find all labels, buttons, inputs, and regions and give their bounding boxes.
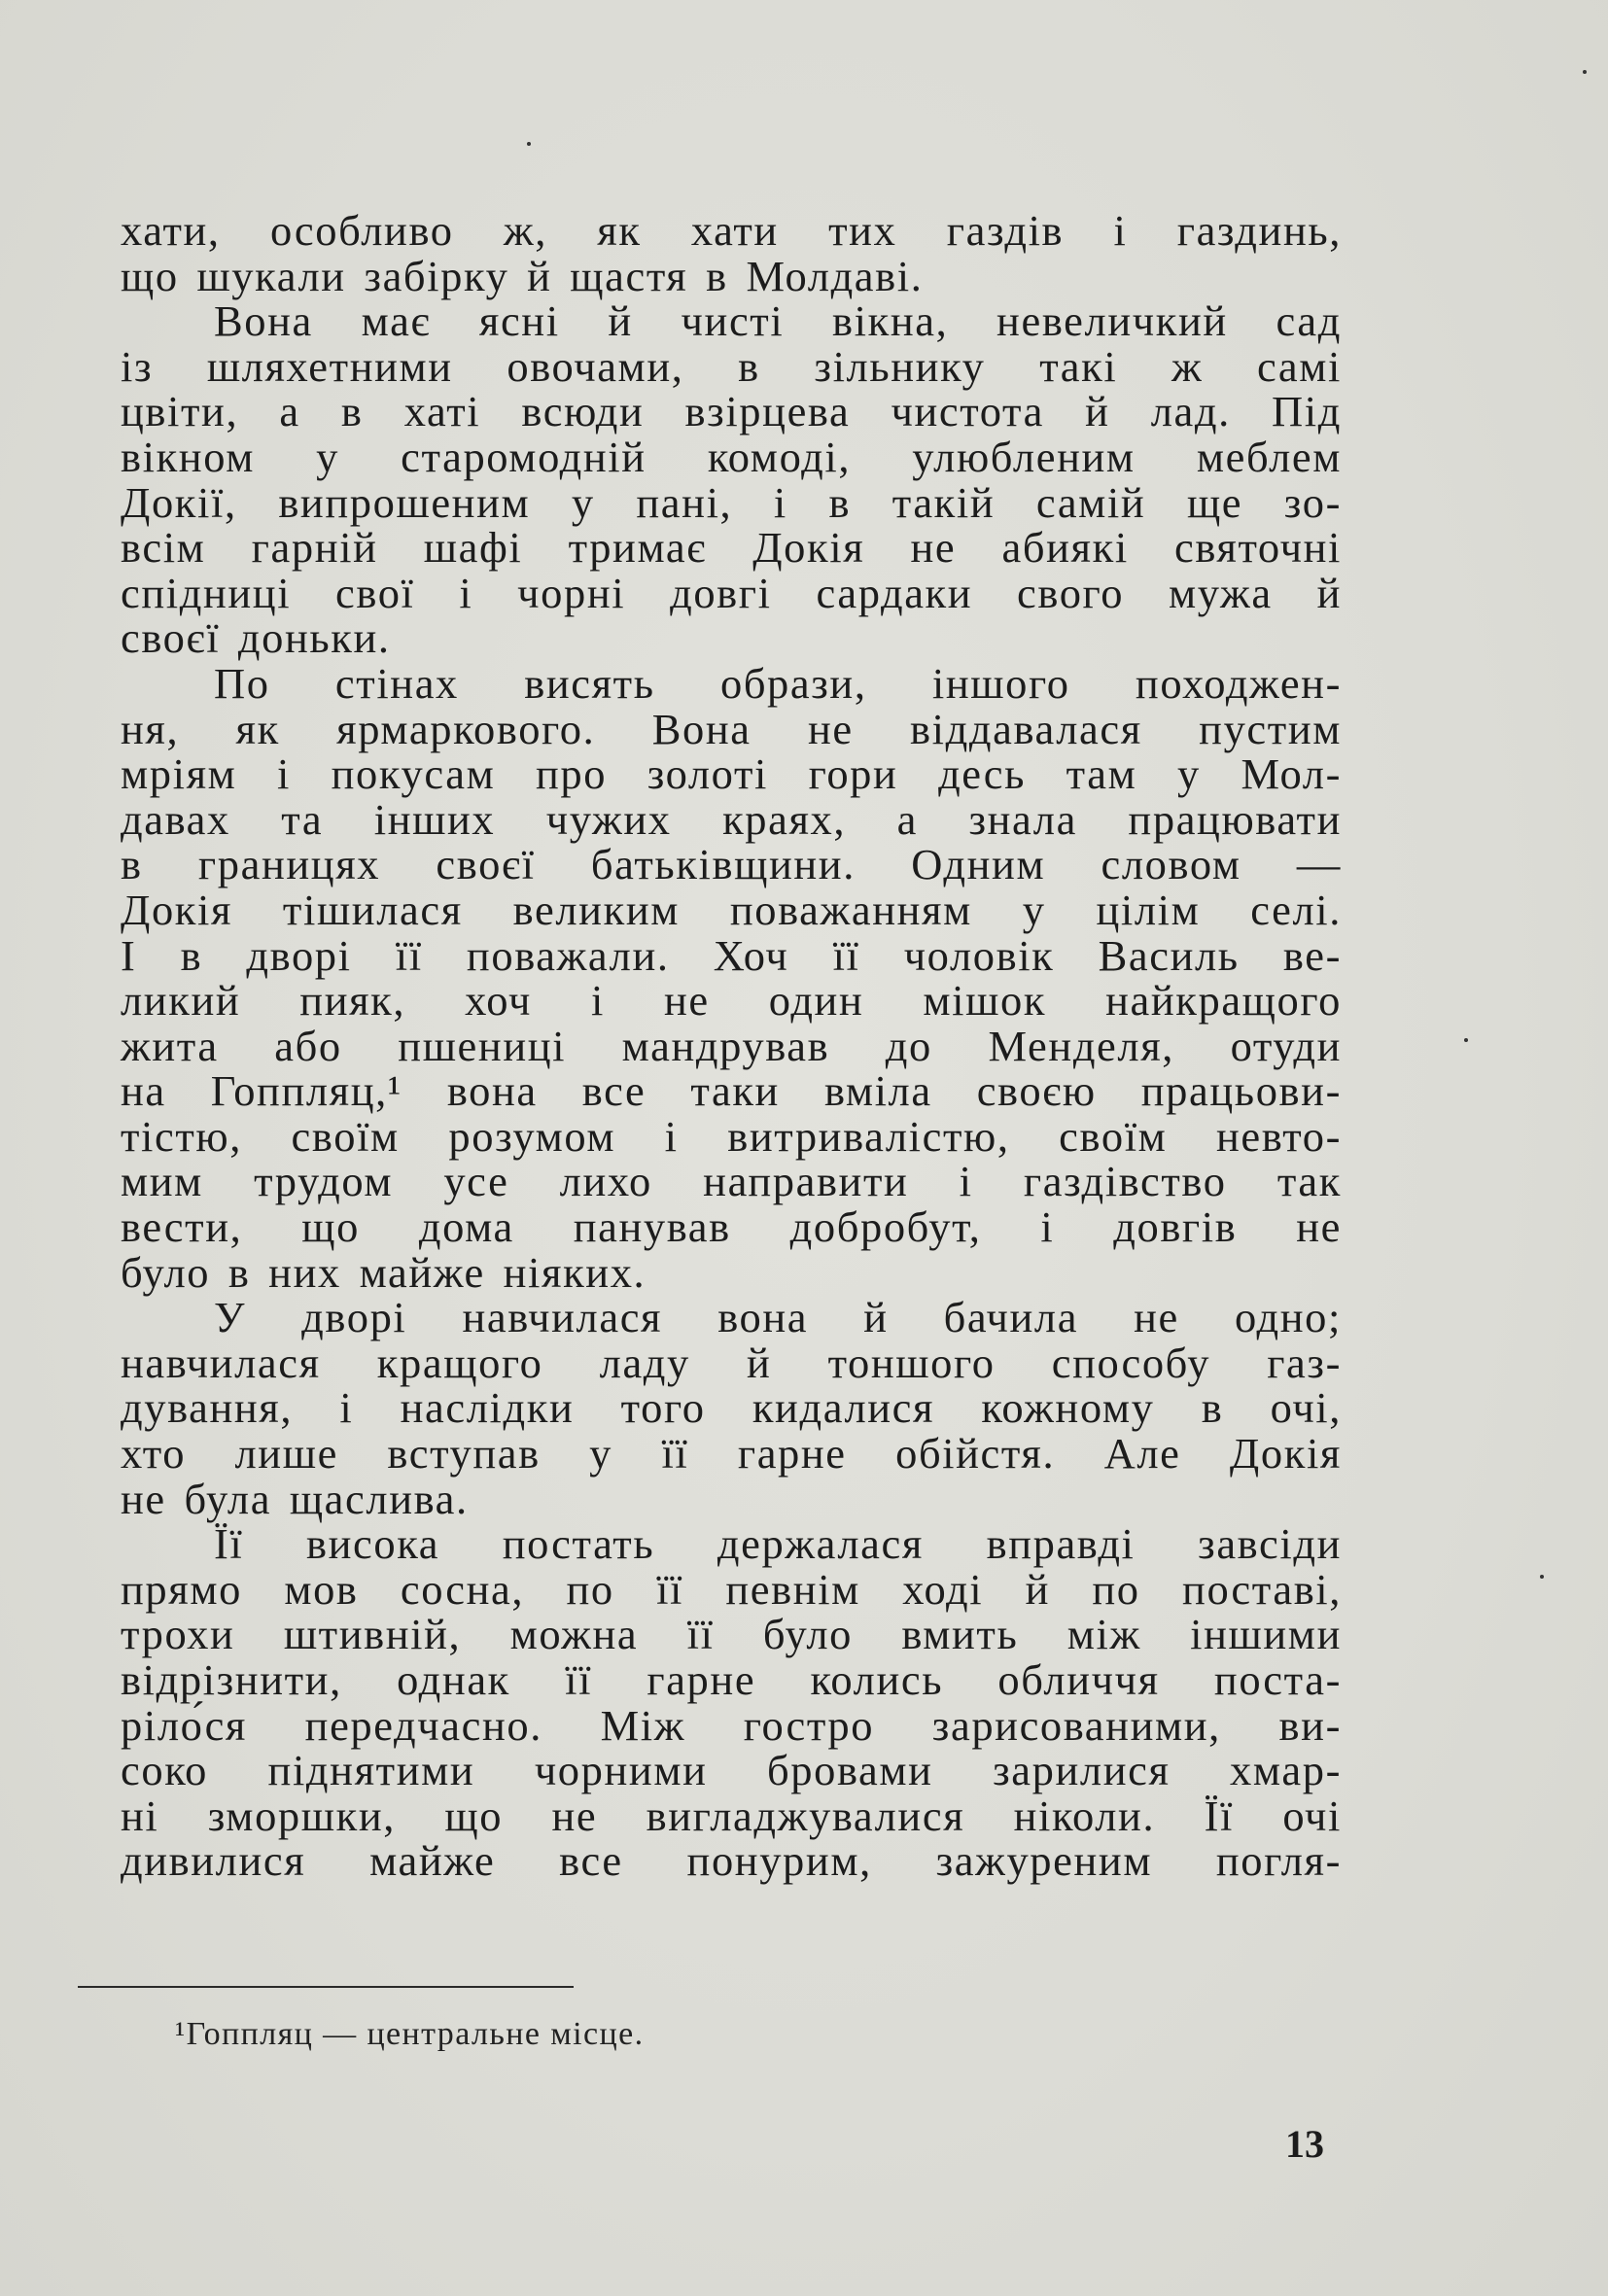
text-line: І в дворі її поважали. Хоч її чоловік Василь ве-	[121, 930, 1342, 980]
text-line: не була щаслива.	[121, 1474, 469, 1523]
text-line: Її висока постать держалася вправді завсіди	[214, 1519, 1342, 1569]
text-line: вікном у старомодній комоді, улюбленим меблем	[121, 432, 1342, 481]
body-text	[121, 208, 1342, 1884]
text-line: мріям і покусам про золоті гори десь там у Мол-	[121, 749, 1342, 799]
text-line: в границях своєї батьківщини. Одним словом —	[121, 840, 1342, 889]
text-line: ріло́ся передчасно. Між гостро зарисованими, ви-	[121, 1700, 1342, 1750]
text-line: відрізнити, однак її гарне колись обличчя поста-	[121, 1655, 1342, 1704]
text-line: У дворі навчилася вона й бачила не одно;	[214, 1293, 1342, 1342]
text-line: вести, що дома панував добробут, і довгів не	[121, 1202, 1342, 1252]
text-line: було в них майже ніяких.	[121, 1247, 647, 1297]
text-line: на Гоппляц,¹ вона все таки вміла своєю працьови-	[121, 1066, 1342, 1116]
text-line: своєї доньки.	[121, 613, 391, 663]
print-speck	[1540, 1575, 1544, 1579]
text-line: мим трудом усе лихо направити і газдівство так	[121, 1157, 1342, 1206]
print-speck	[527, 142, 531, 146]
text-line: жита або пшениці мандрував до Менделя, отуди	[121, 1021, 1342, 1070]
text-line: що шукали забірку й щастя в Молдаві.	[121, 251, 924, 300]
text-line: По стінах висять образи, іншого походжен-	[214, 658, 1342, 708]
text-line: ні зморшки, що не вигладжувалися ніколи. Її очі	[121, 1791, 1342, 1840]
footnote-divider	[78, 1986, 574, 1988]
print-speck	[1464, 1038, 1468, 1042]
text-line: ликий пияк, хоч і не один мішок найкращого	[121, 976, 1342, 1026]
print-speck	[1583, 70, 1587, 74]
text-line: прямо мов сосна, по її певнім ході й по поставі,	[121, 1564, 1342, 1614]
text-line: ня, як ярмаркового. Вона не віддавалася пустим	[121, 704, 1342, 753]
text-line: навчилася кращого ладу й тоншого способу газ-	[121, 1338, 1342, 1387]
text-line: соко піднятими чорними бровами зарилися хмар-	[121, 1746, 1342, 1795]
text-line: Вона має ясні й чисті вікна, невеличкий сад	[214, 296, 1342, 346]
text-line: спідниці свої і чорні довгі сардаки свого мужа й	[121, 568, 1342, 617]
footnote: ¹Гоппляц — центральне місце.	[175, 2016, 645, 2052]
text-line: із шляхетними овочами, в зільнику такі ж самі	[121, 341, 1342, 391]
text-line: Докії, випрошеним у пані, і в такій самій ще зо-	[121, 477, 1342, 527]
text-line: дивилися майже все понурим, зажуреним погля-	[121, 1836, 1342, 1886]
text-line: давах та інших чужих краях, а знала працювати	[121, 794, 1342, 844]
text-line: дування, і наслідки того кидалися кожному в очі,	[121, 1383, 1342, 1433]
text-line: хто лише вступав у її гарне обійстя. Але Докія	[121, 1429, 1342, 1478]
text-line: всім гарній шафі тримає Докія не абиякі святочні	[121, 523, 1342, 573]
text-line: хати, особливо ж, як хати тих газдів і газдинь,	[121, 206, 1342, 255]
text-line: цвіти, а в хаті всюди взірцева чистота й лад. Під	[121, 387, 1342, 436]
text-line: Докія тішилася великим поважанням у цілім селі.	[121, 885, 1342, 934]
text-line: трохи штивній, можна її було вмить між іншими	[121, 1610, 1342, 1659]
text-line: тістю, своїм розумом і витривалістю, своїм невто-	[121, 1111, 1342, 1161]
page-number: 13	[1285, 2122, 1324, 2166]
